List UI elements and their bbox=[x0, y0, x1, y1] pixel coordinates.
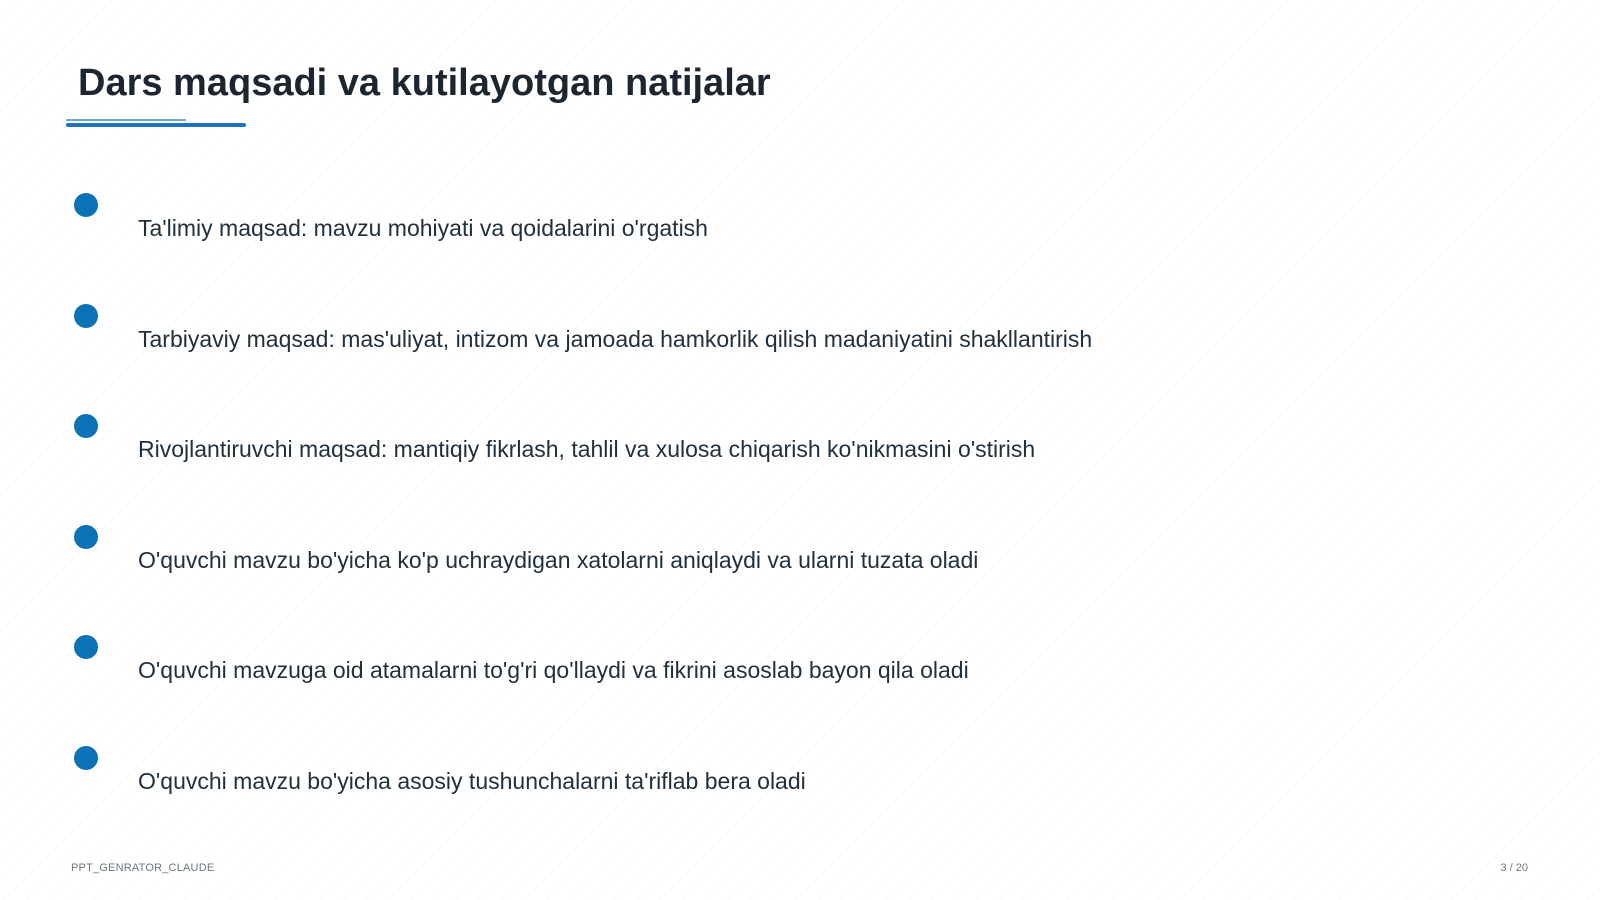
bullet-text: O'quvchi mavzu bo'yicha ko'p uchraydigan xatolarni aniqlaydi va ularni tuzata oladi bbox=[138, 547, 979, 573]
slide-title: Dars maqsadi va kutilayotgan natijalar bbox=[78, 62, 771, 104]
bullet-dot-icon bbox=[74, 635, 98, 659]
bullet-text: Tarbiyaviy maqsad: mas'uliyat, intizom va jamoada hamkorlik qilish madaniyatini shakllantirish bbox=[138, 326, 1093, 352]
page-number: 3 / 20 bbox=[1500, 862, 1528, 874]
list-item bbox=[0, 525, 1600, 585]
bullet-text: Rivojlantiruvchi maqsad: mantiqiy fikrlash, tahlil va xulosa chiqarish ko'nikmasini o'stirish bbox=[138, 436, 1036, 462]
list-item bbox=[0, 635, 1600, 695]
bullet-text: O'quvchi mavzuga oid atamalarni to'g'ri qo'llaydi va fikrini asoslab bayon qila oladi bbox=[138, 657, 969, 683]
bullet-dot-icon bbox=[74, 414, 98, 438]
list-item bbox=[0, 304, 1600, 364]
list-item bbox=[0, 414, 1600, 474]
bullet-dot-icon bbox=[74, 304, 98, 328]
bullet-text: O'quvchi mavzu bo'yicha asosiy tushunchalarni ta'riflab bera oladi bbox=[138, 768, 806, 794]
bullet-dot-icon bbox=[74, 525, 98, 549]
list-item bbox=[0, 746, 1600, 806]
bullet-text: Ta'limiy maqsad: mavzu mohiyati va qoidalarini o'rgatish bbox=[138, 215, 708, 241]
list-item bbox=[0, 193, 1600, 253]
bullet-dot-icon bbox=[74, 193, 98, 217]
footer-generator-label: PPT_GENRATOR_CLAUDE bbox=[71, 862, 215, 874]
bullet-dot-icon bbox=[74, 746, 98, 770]
